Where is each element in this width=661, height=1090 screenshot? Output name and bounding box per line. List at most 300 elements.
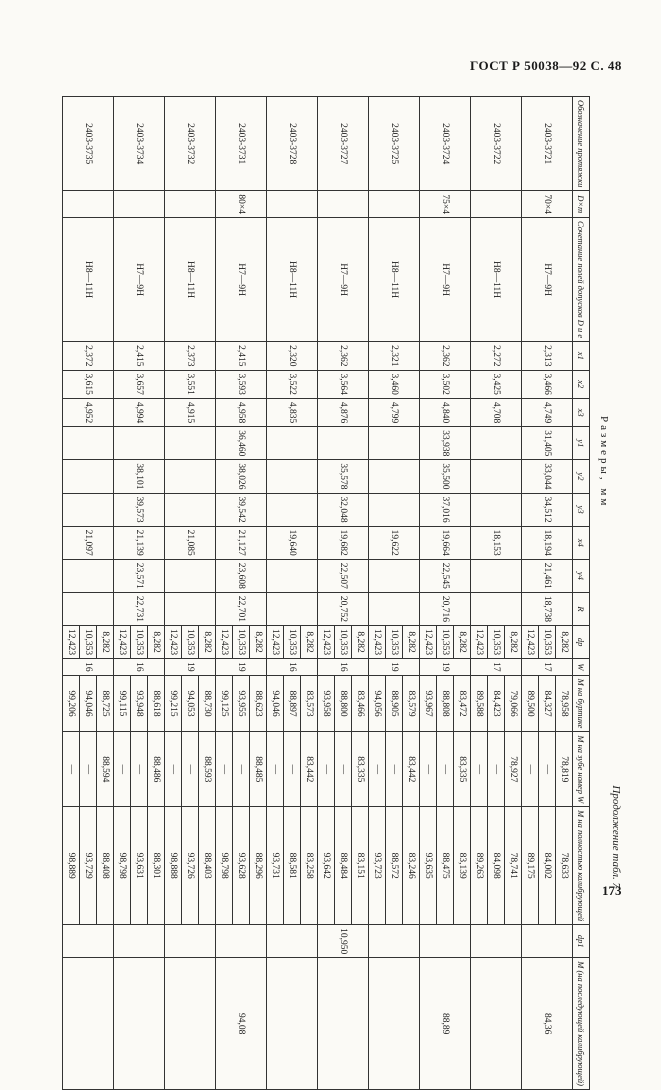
column-header: M на полностью калибрующей (573, 807, 590, 925)
column-header: x2 (573, 370, 590, 398)
cell-y1: 33,938 (420, 427, 471, 460)
table-row (97, 97, 114, 1090)
column-header: y2 (573, 460, 590, 493)
cell-R: 22,731 (114, 592, 165, 625)
cell-mz: — (539, 732, 556, 807)
cell-dm (318, 191, 369, 218)
cell-dm (63, 191, 114, 218)
cell-dp: 8,282 (454, 626, 471, 659)
table-row (403, 97, 420, 1090)
cell-mk: 89,263 (471, 807, 488, 925)
cell-w: 19 (369, 659, 420, 676)
cell-dp1 (216, 925, 267, 958)
cell-x4: 21,139 (114, 526, 165, 559)
cell-y1 (318, 427, 369, 460)
cell-dp1 (369, 925, 420, 958)
cell-mk: 88,581 (284, 807, 301, 925)
cell-mk: 98,798 (216, 807, 233, 925)
cell-y1 (471, 427, 522, 460)
cell-x2: 3,657 (114, 370, 165, 398)
cell-dp: 12,423 (267, 626, 284, 659)
cell-w: 19 (216, 659, 267, 676)
cell-mz: — (437, 732, 454, 807)
cell-dm: 75×4 (420, 191, 471, 218)
cell-fit: H8—11H (471, 218, 522, 342)
cell-y3 (165, 493, 216, 526)
cell-dp: 10,353 (131, 626, 148, 659)
cell-x1: 2,373 (165, 342, 216, 370)
cell-y4: 21,461 (522, 559, 573, 592)
cell-mk: 93,631 (131, 807, 148, 925)
page-number: 173 (602, 883, 622, 898)
cell-y3 (267, 493, 318, 526)
cell-R: 20,752 (318, 592, 369, 625)
cell-dm (165, 191, 216, 218)
cell-mk: 88,301 (148, 807, 165, 925)
cell-y1 (165, 427, 216, 460)
cell-y3: 32,048 (318, 493, 369, 526)
cell-mz: 83,442 (301, 732, 318, 807)
cell-x3: 4,952 (63, 398, 114, 426)
cell-mp: 84,36 (522, 958, 573, 1090)
cell-y1 (369, 427, 420, 460)
cell-fit: H7—9H (114, 218, 165, 342)
cell-mb: 88,808 (437, 675, 454, 732)
cell-mb: 94,056 (369, 675, 386, 732)
cell-mb: 88,618 (148, 675, 165, 732)
column-header: M на буртике (573, 675, 590, 732)
cell-dp1 (420, 925, 471, 958)
cell-y3 (63, 493, 114, 526)
column-header: Сочетание полей допусков D и e (573, 218, 590, 342)
cell-mz: 83,335 (454, 732, 471, 807)
cell-mb: 93,948 (131, 675, 148, 732)
cell-mp: 88,89 (420, 958, 471, 1090)
cell-mk: 84,098 (488, 807, 505, 925)
cell-w: 19 (420, 659, 471, 676)
cell-x2: 3,466 (522, 370, 573, 398)
cell-dp: 12,423 (216, 626, 233, 659)
continuation-label: Продолжение табл. 7 (610, 785, 622, 888)
table-row (301, 97, 318, 1090)
cell-mz: — (318, 732, 335, 807)
cell-y4: 23,608 (216, 559, 267, 592)
cell-mz: 88,593 (199, 732, 216, 807)
cell-dp: 8,282 (301, 626, 318, 659)
cell-x3: 4,835 (267, 398, 318, 426)
cell-code: 2403-3732 (165, 97, 216, 191)
cell-mk: 93,729 (80, 807, 97, 925)
cell-mb: 88,730 (199, 675, 216, 732)
cell-mz: 88,486 (148, 732, 165, 807)
cell-dm: 80×4 (216, 191, 267, 218)
cell-mz: — (471, 732, 488, 807)
column-header: y1 (573, 427, 590, 460)
cell-dp1: 10,950 (318, 925, 369, 958)
dimensions-title: Размеры, мм (598, 416, 610, 509)
cell-y1 (63, 427, 114, 460)
cell-y4 (369, 559, 420, 592)
cell-mk: 98,889 (63, 807, 80, 925)
cell-code: 2403-3734 (114, 97, 165, 191)
spec-table (62, 96, 590, 1090)
cell-mz: — (182, 732, 199, 807)
cell-x4: 19,622 (369, 526, 420, 559)
cell-x2: 3,551 (165, 370, 216, 398)
cell-y1 (267, 427, 318, 460)
cell-y1: 36,460 (216, 427, 267, 460)
cell-x3: 4,994 (114, 398, 165, 426)
cell-fit: H7—9H (318, 218, 369, 342)
cell-mz: — (267, 732, 284, 807)
cell-y3 (369, 493, 420, 526)
cell-mb: 88,623 (250, 675, 267, 732)
cell-mp (114, 958, 165, 1090)
cell-dm (369, 191, 420, 218)
cell-w: 16 (63, 659, 114, 676)
cell-mk: 93,731 (267, 807, 284, 925)
cell-fit: H7—9H (522, 218, 573, 342)
cell-dp: 10,353 (437, 626, 454, 659)
cell-fit: H7—9H (216, 218, 267, 342)
cell-mp (369, 958, 420, 1090)
cell-dp: 8,282 (505, 626, 522, 659)
cell-R: 20,716 (420, 592, 471, 625)
cell-w: 16 (267, 659, 318, 676)
cell-mz: — (386, 732, 403, 807)
page-header: ГОСТ Р 50038—92 С. 48 (470, 58, 622, 73)
column-header: W (573, 659, 590, 676)
cell-dp1 (267, 925, 318, 958)
cell-mb: 88,897 (284, 675, 301, 732)
cell-mz: — (522, 732, 539, 807)
cell-y3: 37,016 (420, 493, 471, 526)
cell-mk: 93,635 (420, 807, 437, 925)
cell-dp: 10,353 (335, 626, 352, 659)
cell-mb: 89,588 (471, 675, 488, 732)
cell-dp1 (471, 925, 522, 958)
cell-mb: 94,046 (80, 675, 97, 732)
cell-mz: 83,442 (403, 732, 420, 807)
cell-mb: 88,725 (97, 675, 114, 732)
column-header: x3 (573, 398, 590, 426)
cell-mk: 93,723 (369, 807, 386, 925)
cell-mz: — (165, 732, 182, 807)
cell-x1: 2,415 (216, 342, 267, 370)
cell-mz: — (369, 732, 386, 807)
cell-y4: 22,507 (318, 559, 369, 592)
rotated-table-region (64, 86, 624, 1086)
cell-w: 19 (165, 659, 216, 676)
cell-mz: — (488, 732, 505, 807)
cell-mk: 88,408 (97, 807, 114, 925)
cell-mb: 93,955 (233, 675, 250, 732)
cell-mp (267, 958, 318, 1090)
cell-y2: 38,101 (114, 460, 165, 493)
column-header: M (на последующей калибрующей) (573, 958, 590, 1090)
cell-dp: 12,423 (369, 626, 386, 659)
cell-mz: — (233, 732, 250, 807)
cell-mb: 99,115 (114, 675, 131, 732)
column-header: M на зубе номер W (573, 732, 590, 807)
cell-x1: 2,320 (267, 342, 318, 370)
column-header: dp1 (573, 925, 590, 958)
cell-x1: 2,372 (63, 342, 114, 370)
cell-mb: 83,472 (454, 675, 471, 732)
cell-mp (318, 958, 369, 1090)
cell-mk: 88,403 (199, 807, 216, 925)
cell-mb: 83,573 (301, 675, 318, 732)
cell-mb: 88,905 (386, 675, 403, 732)
cell-x4: 18,194 (522, 526, 573, 559)
cell-dp: 10,353 (233, 626, 250, 659)
cell-fit: H8—11H (369, 218, 420, 342)
cell-mk: 84,002 (539, 807, 556, 925)
cell-R (369, 592, 420, 625)
cell-dp: 8,282 (403, 626, 420, 659)
cell-y4: 22,545 (420, 559, 471, 592)
cell-y2 (369, 460, 420, 493)
cell-dp: 12,423 (318, 626, 335, 659)
cell-mk: 98,798 (114, 807, 131, 925)
cell-dp: 10,353 (182, 626, 199, 659)
cell-mk: 93,628 (233, 807, 250, 925)
cell-x2: 3,522 (267, 370, 318, 398)
cell-dp: 12,423 (420, 626, 437, 659)
cell-mz: — (216, 732, 233, 807)
table-row (199, 97, 216, 1090)
cell-x1: 2,415 (114, 342, 165, 370)
cell-x3: 4,749 (522, 398, 573, 426)
cell-mk: 83,246 (403, 807, 420, 925)
cell-mk: 89,175 (522, 807, 539, 925)
cell-mp: 94,08 (216, 958, 267, 1090)
cell-dp: 10,353 (386, 626, 403, 659)
cell-mb: 88,800 (335, 675, 352, 732)
cell-mz: 78,927 (505, 732, 522, 807)
cell-dp1 (114, 925, 165, 958)
header-row (573, 97, 590, 1090)
table-body (63, 97, 573, 1090)
cell-mk: 83,139 (454, 807, 471, 925)
cell-code: 2403-3731 (216, 97, 267, 191)
cell-dm (267, 191, 318, 218)
table-row (352, 97, 369, 1090)
cell-mk: 93,726 (182, 807, 199, 925)
column-header: y4 (573, 559, 590, 592)
cell-mz: — (284, 732, 301, 807)
cell-dp: 12,423 (471, 626, 488, 659)
cell-x4: 21,127 (216, 526, 267, 559)
cell-dp: 12,423 (165, 626, 182, 659)
table-row (250, 97, 267, 1090)
column-header: R (573, 592, 590, 625)
cell-w: 17 (522, 659, 573, 676)
cell-y2: 35,500 (420, 460, 471, 493)
cell-x1: 2,321 (369, 342, 420, 370)
cell-x2: 3,564 (318, 370, 369, 398)
cell-code: 2403-3724 (420, 97, 471, 191)
cell-dp: 10,353 (284, 626, 301, 659)
cell-y4 (267, 559, 318, 592)
cell-mk: 88,475 (437, 807, 454, 925)
cell-mz: 78,819 (556, 732, 573, 807)
cell-x1: 2,362 (318, 342, 369, 370)
cell-mb: 84,423 (488, 675, 505, 732)
cell-y4: 23,571 (114, 559, 165, 592)
cell-x2: 3,615 (63, 370, 114, 398)
cell-code: 2403-3728 (267, 97, 318, 191)
cell-dp: 10,353 (80, 626, 97, 659)
column-header: Обозначение протяжки (573, 97, 590, 191)
cell-x4: 21,085 (165, 526, 216, 559)
cell-y3: 39,542 (216, 493, 267, 526)
cell-dp: 8,282 (148, 626, 165, 659)
cell-dp: 8,282 (556, 626, 573, 659)
cell-mb: 94,046 (267, 675, 284, 732)
cell-y2: 33,044 (522, 460, 573, 493)
cell-y3 (471, 493, 522, 526)
column-header: x1 (573, 342, 590, 370)
column-header: x4 (573, 526, 590, 559)
cell-x1: 2,272 (471, 342, 522, 370)
cell-mz: — (131, 732, 148, 807)
cell-R (165, 592, 216, 625)
cell-code: 2403-3727 (318, 97, 369, 191)
cell-mz: 83,335 (352, 732, 369, 807)
cell-mb: 99,206 (63, 675, 80, 732)
table-row (556, 97, 573, 1090)
cell-x3: 4,708 (471, 398, 522, 426)
cell-x3: 4,958 (216, 398, 267, 426)
cell-y2 (471, 460, 522, 493)
cell-mb: 83,466 (352, 675, 369, 732)
cell-y3: 34,512 (522, 493, 573, 526)
cell-code: 2403-3735 (63, 97, 114, 191)
cell-y4 (63, 559, 114, 592)
cell-x1: 2,362 (420, 342, 471, 370)
cell-mk: 93,642 (318, 807, 335, 925)
cell-x3: 4,799 (369, 398, 420, 426)
cell-mb: 94,053 (182, 675, 199, 732)
cell-mb: 78,958 (556, 675, 573, 732)
cell-y2: 38,026 (216, 460, 267, 493)
table-row (454, 97, 471, 1090)
cell-mb: 93,958 (318, 675, 335, 732)
cell-dp: 12,423 (522, 626, 539, 659)
cell-dp1 (165, 925, 216, 958)
cell-mz: — (335, 732, 352, 807)
cell-code: 2403-3722 (471, 97, 522, 191)
cell-mb: 99,215 (165, 675, 182, 732)
column-header: dp (573, 626, 590, 659)
cell-dm: 70×4 (522, 191, 573, 218)
cell-mz: — (420, 732, 437, 807)
column-header: D×m (573, 191, 590, 218)
cell-y2 (267, 460, 318, 493)
cell-dp: 12,423 (114, 626, 131, 659)
cell-mz: — (63, 732, 80, 807)
cell-dp: 8,282 (199, 626, 216, 659)
rotated-content (64, 86, 624, 1086)
table-row (505, 97, 522, 1090)
cell-y4 (471, 559, 522, 592)
cell-y4 (165, 559, 216, 592)
cell-mp (471, 958, 522, 1090)
cell-fit: H8—11H (165, 218, 216, 342)
cell-dm (114, 191, 165, 218)
cell-dp: 8,282 (352, 626, 369, 659)
cell-dp: 8,282 (97, 626, 114, 659)
cell-y2 (63, 460, 114, 493)
cell-mp (165, 958, 216, 1090)
cell-x3: 4,876 (318, 398, 369, 426)
cell-mz: 88,594 (97, 732, 114, 807)
cell-mz: — (80, 732, 97, 807)
cell-y1 (114, 427, 165, 460)
cell-w: 16 (114, 659, 165, 676)
cell-fit: H7—9H (420, 218, 471, 342)
cell-dp: 12,423 (63, 626, 80, 659)
cell-mz: 88,485 (250, 732, 267, 807)
cell-x4: 19,682 (318, 526, 369, 559)
cell-mb: 84,327 (539, 675, 556, 732)
cell-dp: 10,353 (539, 626, 556, 659)
cell-x3: 4,915 (165, 398, 216, 426)
cell-x4: 19,640 (267, 526, 318, 559)
cell-mb: 99,125 (216, 675, 233, 732)
cell-R: 22,701 (216, 592, 267, 625)
cell-R (267, 592, 318, 625)
cell-x4: 19,664 (420, 526, 471, 559)
cell-x2: 3,425 (471, 370, 522, 398)
cell-mk: 83,151 (352, 807, 369, 925)
cell-x1: 2,313 (522, 342, 573, 370)
cell-code: 2403-3721 (522, 97, 573, 191)
cell-y2: 35,578 (318, 460, 369, 493)
cell-mk: 98,888 (165, 807, 182, 925)
cell-dp: 8,282 (250, 626, 267, 659)
cell-mk: 88,572 (386, 807, 403, 925)
cell-w: 17 (471, 659, 522, 676)
cell-R (63, 592, 114, 625)
cell-x2: 3,593 (216, 370, 267, 398)
column-header: y3 (573, 493, 590, 526)
cell-mp (63, 958, 114, 1090)
cell-mk: 88,296 (250, 807, 267, 925)
cell-x4: 18,153 (471, 526, 522, 559)
cell-fit: H8—11H (63, 218, 114, 342)
cell-dm (471, 191, 522, 218)
cell-mb: 83,579 (403, 675, 420, 732)
cell-x4: 21,097 (63, 526, 114, 559)
cell-x2: 3,460 (369, 370, 420, 398)
cell-y3: 39,573 (114, 493, 165, 526)
cell-dp1 (63, 925, 114, 958)
cell-fit: H8—11H (267, 218, 318, 342)
cell-x3: 4,840 (420, 398, 471, 426)
cell-mb: 93,967 (420, 675, 437, 732)
table-row (148, 97, 165, 1090)
cell-R: 18,738 (522, 592, 573, 625)
cell-x2: 3,502 (420, 370, 471, 398)
cell-mk: 83,258 (301, 807, 318, 925)
cell-code: 2403-3725 (369, 97, 420, 191)
cell-y2 (165, 460, 216, 493)
cell-mk: 88,484 (335, 807, 352, 925)
cell-dp: 10,353 (488, 626, 505, 659)
cell-w: 16 (318, 659, 369, 676)
